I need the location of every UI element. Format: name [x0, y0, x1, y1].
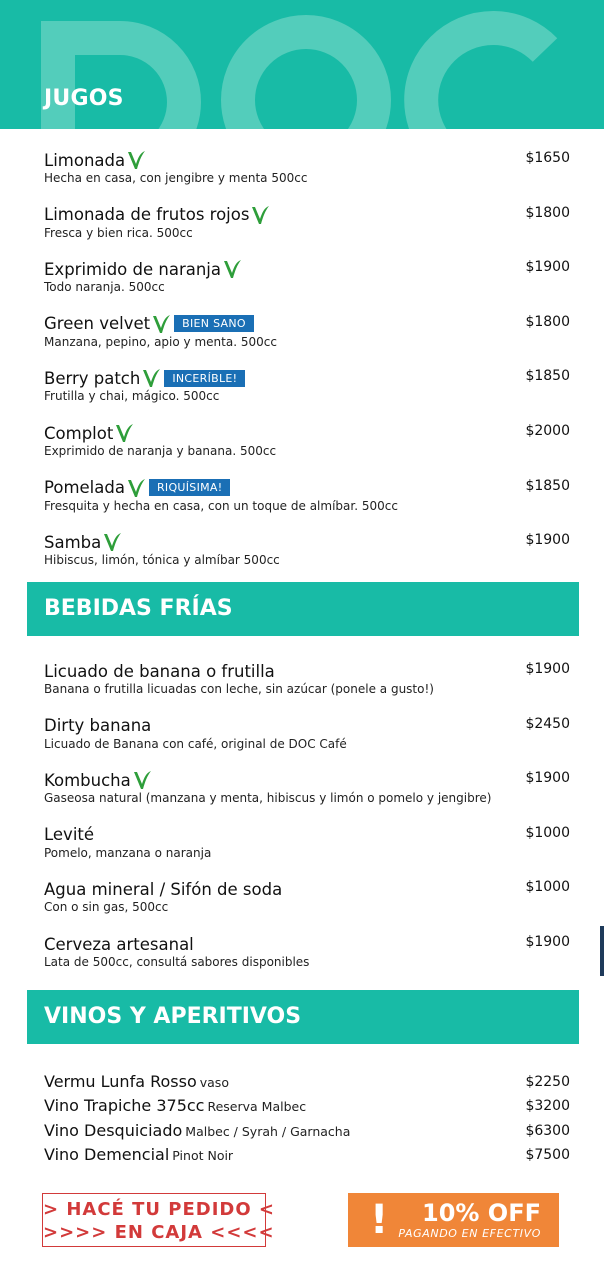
vegan-leaf-icon: [103, 532, 122, 552]
item-description: Licuado de Banana con café, original de DOC Café: [44, 736, 347, 751]
wine-price: $2250: [525, 1074, 570, 1090]
item-badge: RIQUÍSIMA!: [149, 479, 231, 496]
wine-item: [44, 1096, 574, 1118]
item-price: $1000: [525, 824, 570, 841]
bebida-item: [44, 770, 574, 805]
bebida-item: [44, 716, 574, 751]
item-name: Samba: [44, 532, 102, 552]
item-description: Lata de 500cc, consultá sabores disponibles: [44, 955, 310, 969]
item-name: Kombucha: [44, 770, 131, 790]
item-title-row: [44, 825, 574, 845]
item-price: $1800: [525, 313, 570, 330]
item-price: $2450: [525, 715, 570, 732]
item-title-row: [44, 934, 574, 954]
order-line-2: >>>> EN CAJA <<<<: [43, 1222, 275, 1243]
item-price: $1900: [525, 532, 570, 549]
wine-detail: Malbec / Syrah / Garnacha: [185, 1123, 351, 1139]
edge-marker: [600, 926, 604, 976]
section-band-bebidas: [27, 582, 579, 636]
jugo-item: [44, 423, 574, 458]
wine-item: [44, 1072, 574, 1094]
jugo-item: [44, 259, 574, 294]
jugo-item: [44, 205, 574, 240]
section-band-vinos: [27, 990, 579, 1044]
jugo-item: [44, 150, 574, 185]
vegan-leaf-icon: [115, 423, 134, 443]
item-title-row: [44, 478, 574, 498]
item-title-row: [44, 879, 574, 899]
item-title-row: [44, 368, 574, 388]
item-badge: INCERÍBLE!: [164, 370, 245, 387]
item-description: Fresca y bien rica. 500cc: [44, 225, 193, 240]
item-price: $1900: [525, 661, 570, 677]
wine-name: Vino Desquiciado: [44, 1120, 183, 1140]
item-name: Pomelada: [44, 478, 125, 498]
item-price: $1850: [525, 477, 570, 494]
item-description: Fresquita y hecha en casa, con un toque de almíbar. 500cc: [44, 498, 398, 513]
promo-condition: PAGANDO EN EFECTIVO: [398, 1227, 541, 1240]
item-description: Frutilla y chai, mágico. 500cc: [44, 389, 220, 404]
wine-item: [44, 1121, 574, 1143]
vegan-leaf-icon: [223, 259, 242, 279]
item-title-row: [44, 661, 574, 681]
item-name: Limonada: [44, 150, 126, 170]
jugo-item: [44, 478, 574, 513]
wine-name: Vino Demencial: [44, 1144, 170, 1164]
item-description: Con o sin gas, 500cc: [44, 900, 169, 915]
item-name: Cerveza artesanal: [44, 934, 194, 954]
wine-price: $7500: [525, 1146, 570, 1163]
section-title-bebidas: BEBIDAS FRÍAS: [44, 596, 233, 621]
item-title-row: [44, 716, 574, 736]
item-price: $1800: [525, 204, 570, 221]
item-description: Hecha en casa, con jengibre y menta 500cc: [44, 171, 308, 185]
item-price: $1650: [525, 150, 570, 166]
cash-discount-banner: [348, 1193, 559, 1247]
jugo-item: [44, 368, 574, 403]
header-banner: [0, 0, 604, 129]
item-title-row: [44, 314, 574, 334]
item-title-row: [44, 770, 574, 790]
item-price: $1900: [525, 934, 570, 950]
item-name: Dirty banana: [44, 716, 152, 736]
item-title-row: [44, 150, 574, 170]
wine-detail: vaso: [199, 1075, 229, 1090]
item-description: Hibiscus, limón, tónica y almíbar 500cc: [44, 553, 280, 568]
item-name: Levité: [44, 825, 95, 845]
item-name: Complot: [44, 423, 114, 443]
order-line-1: > HACÉ TU PEDIDO <: [43, 1199, 275, 1220]
item-price: $1000: [525, 879, 570, 896]
exclamation-icon: !: [370, 1197, 389, 1243]
promo-discount: 10% OFF: [422, 1199, 541, 1227]
vegan-leaf-icon: [251, 205, 270, 225]
item-description: Manzana, pepino, apio y menta. 500cc: [44, 334, 277, 349]
item-description: Gaseosa natural (manzana y menta, hibiscus y limón o pomelo y jengibre): [44, 791, 492, 806]
bebida-item: [44, 879, 574, 914]
bebida-item: [44, 934, 574, 969]
wine-name: Vermu Lunfa Rosso: [44, 1072, 197, 1091]
item-description: Pomelo, manzana o naranja: [44, 845, 212, 860]
wine-detail: Reserva Malbec: [207, 1099, 307, 1115]
vegan-leaf-icon: [152, 314, 171, 334]
item-title-row: [44, 259, 574, 279]
item-badge: BIEN SANO: [174, 315, 254, 332]
vegan-leaf-icon: [127, 478, 146, 498]
item-name: Licuado de banana o frutilla: [44, 661, 275, 681]
wine-price: $6300: [525, 1122, 570, 1139]
item-price: $1850: [525, 368, 570, 385]
vegan-leaf-icon: [133, 770, 152, 790]
bebida-item: [44, 825, 574, 860]
item-description: Todo naranja. 500cc: [44, 280, 165, 295]
jugo-item: [44, 314, 574, 349]
item-title-row: [44, 205, 574, 225]
vegan-leaf-icon: [127, 150, 146, 170]
bebida-item: [44, 661, 574, 696]
item-price: $2000: [525, 423, 570, 439]
order-at-register-box: [42, 1193, 275, 1247]
item-name: Agua mineral / Sifón de soda: [44, 879, 283, 899]
wine-name: Vino Trapiche 375cc: [44, 1096, 205, 1116]
item-price: $1900: [525, 770, 570, 787]
item-name: Exprimido de naranja: [44, 259, 221, 279]
section-title-vinos: VINOS Y APERITIVOS: [44, 1004, 302, 1029]
item-name: Green velvet: [44, 314, 151, 334]
wine-item: [44, 1145, 574, 1167]
vegan-leaf-icon: [142, 368, 161, 388]
wine-price: $3200: [525, 1098, 570, 1115]
item-description: Banana o frutilla licuadas con leche, sin azúcar (ponele a gusto!): [44, 682, 434, 696]
item-title-row: [44, 532, 574, 552]
section-title-jugos: JUGOS: [44, 86, 124, 111]
item-name: Berry patch: [44, 368, 141, 388]
item-description: Exprimido de naranja y banana. 500cc: [44, 444, 277, 458]
wine-detail: Pinot Noir: [172, 1147, 234, 1163]
item-title-row: [44, 423, 574, 443]
item-name: Limonada de frutos rojos: [44, 205, 250, 225]
jugo-item: [44, 532, 574, 567]
item-price: $1900: [525, 259, 570, 276]
